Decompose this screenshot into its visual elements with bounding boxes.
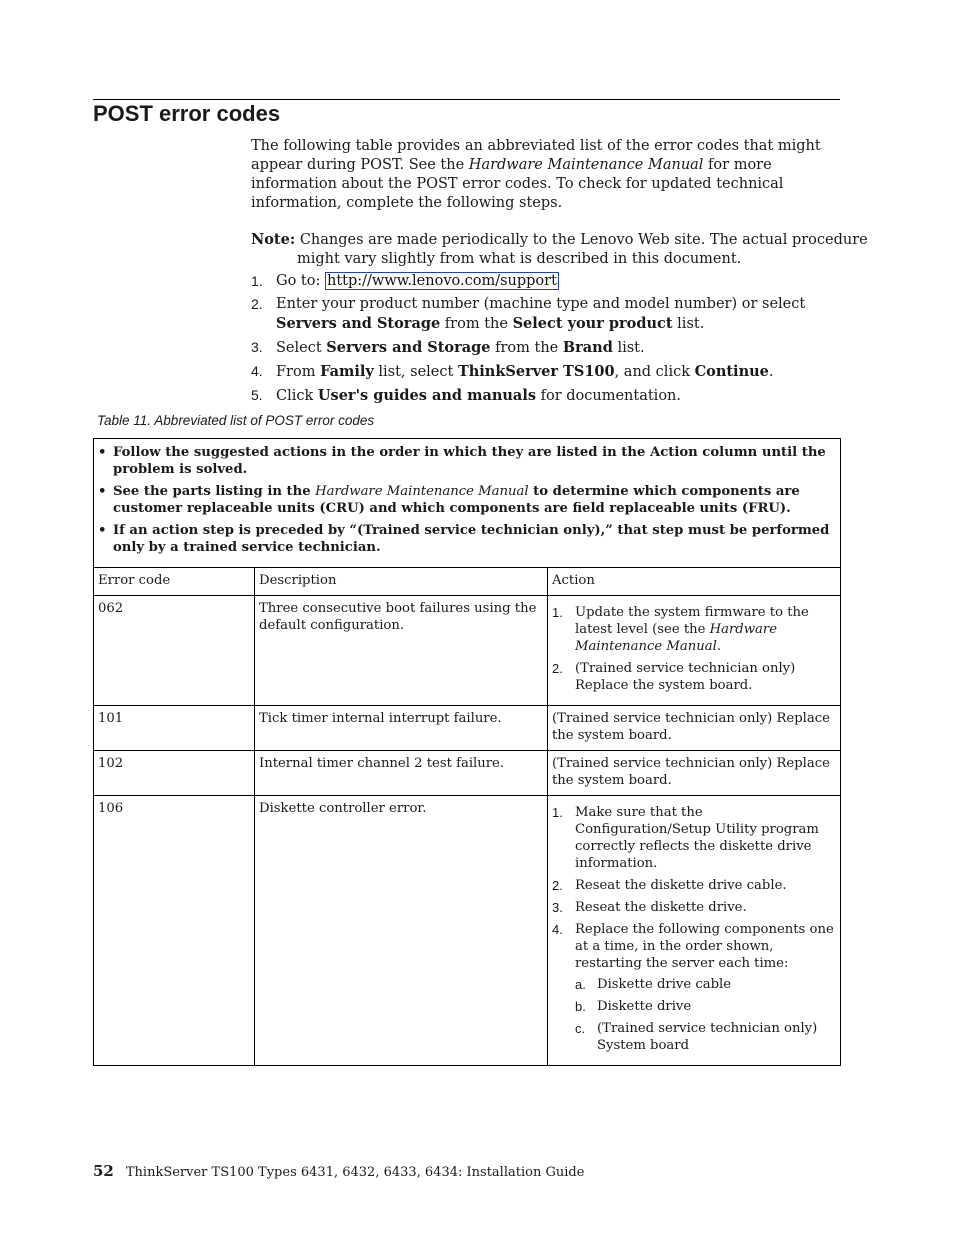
step-text: from the (440, 316, 513, 332)
action-sublist (575, 976, 836, 1054)
step-bold: Brand (562, 339, 613, 356)
post-error-table (93, 438, 841, 1066)
step-number: 5. (251, 387, 263, 403)
section-title: POST error codes (93, 101, 281, 126)
substep-text: Diskette drive cable (597, 977, 732, 992)
intro-paragraph (251, 137, 841, 213)
step-bold: Servers and Storage (326, 339, 491, 356)
substep-letter: a. (575, 977, 586, 992)
step-number: 2. (251, 296, 263, 312)
action-number: 1. (552, 605, 563, 620)
manual-reference: Hardware Maintenance Manual (575, 622, 778, 654)
action-number: 4. (552, 922, 563, 937)
table-row (94, 706, 841, 751)
column-header-action: Action (548, 568, 841, 596)
footer-title: ThinkServer TS100 Types 6431, 6432, 6433, 6434: Installation Guide (125, 1165, 585, 1180)
step-number: 3. (251, 339, 263, 355)
step-text: list, select (373, 364, 458, 380)
support-link[interactable]: http://www.lenovo.com/support (326, 273, 557, 289)
note (251, 230, 887, 269)
table-notes-row (94, 439, 841, 568)
error-code-cell: 106 (94, 796, 255, 1066)
table-caption: Table 11. Abbreviated list of POST error codes (97, 413, 375, 428)
action-step (552, 877, 836, 894)
step-number: 4. (251, 363, 263, 379)
step-2 (251, 295, 841, 334)
action-number: 1. (552, 805, 563, 820)
action-list (552, 604, 836, 694)
step-text: list. (612, 340, 645, 356)
table-row (94, 751, 841, 796)
step-bold: User's guides and manuals (317, 387, 536, 404)
bullet-icon: • (98, 445, 107, 460)
note-text: If an action step is preceded by “(Trained service technician only),” that step must be performed only by a trained service technician. (113, 523, 830, 555)
step-bold: ThinkServer TS100 (457, 363, 615, 380)
action-step (552, 921, 836, 1054)
table-row (94, 596, 841, 706)
note-text: See the parts listing in the (113, 484, 316, 499)
step-text: for documentation. (536, 388, 681, 404)
action-text: Reseat the diskette drive. (575, 900, 747, 915)
step-4 (251, 362, 841, 382)
action-number: 2. (552, 878, 563, 893)
section-rule (93, 99, 840, 100)
step-text: Click (276, 388, 318, 404)
step-text: . (768, 364, 774, 380)
page-number: 52 (93, 1162, 114, 1180)
column-header-code: Error code (94, 568, 255, 596)
action-cell (548, 796, 841, 1066)
column-header-description: Description (255, 568, 548, 596)
step-bold: Servers and Storage (276, 315, 441, 332)
table-note (98, 444, 836, 478)
description-cell: Internal timer channel 2 test failure. (255, 751, 548, 796)
action-text: Replace the following components one at a time, in the order shown, restarting the server each time: (575, 922, 834, 971)
action-step (552, 804, 836, 872)
error-code-cell: 102 (94, 751, 255, 796)
table-header-row (94, 568, 841, 596)
table-row (94, 796, 841, 1066)
action-cell: (Trained service technician only) Replace the system board. (548, 706, 841, 751)
page-footer (93, 1162, 584, 1180)
action-substep (575, 998, 836, 1015)
action-number: 2. (552, 661, 563, 676)
table-note (98, 483, 836, 517)
substep-letter: c. (575, 1021, 586, 1036)
bullet-icon: • (98, 523, 107, 538)
step-text: Select (276, 340, 327, 356)
step-number: 1. (251, 273, 263, 289)
intro-text-part1: The following table provides an abbreviated list of the error codes that might appear during POST. See the (251, 138, 821, 173)
note-text: to determine which components are customer replaceable units (CRU) and which components are field replaceable units (FRU). (113, 484, 800, 516)
action-step (552, 604, 836, 655)
substep-text: (Trained service technician only) System board (597, 1021, 818, 1053)
bullet-icon: • (98, 484, 107, 499)
step-text: Enter your product number (machine type and model number) or select (276, 296, 806, 312)
step-bold: Continue (694, 363, 769, 380)
step-bold: Family (320, 363, 374, 380)
action-text: . (716, 639, 722, 654)
intro-text-part2: for more information about the POST error codes. To check for updated technical information, complete the following steps. (251, 157, 784, 211)
description-cell: Tick timer internal interrupt failure. (255, 706, 548, 751)
note-text: Changes are made periodically to the Lenovo Web site. The actual procedure might vary slightly from what is described in this document. (297, 232, 868, 267)
action-text: Update the system firmware to the latest level (see the (575, 605, 809, 637)
note-label: Note: (251, 231, 296, 248)
step-text: Go to: (276, 273, 325, 289)
action-text: (Trained service technician only) Replace the system board. (575, 661, 796, 693)
action-step (552, 660, 836, 694)
note-text: Follow the suggested actions in the order in which they are listed in the Action column until the problem is solved. (113, 445, 826, 477)
step-text: list. (672, 316, 705, 332)
step-3 (251, 338, 841, 358)
action-text: Make sure that the Configuration/Setup Utility program correctly reflects the diskette drive information. (575, 805, 819, 871)
step-text: from the (490, 340, 563, 356)
action-substep (575, 976, 836, 993)
action-list (552, 804, 836, 1054)
description-cell: Three consecutive boot failures using the default configuration. (255, 596, 548, 706)
substep-text: Diskette drive (597, 999, 692, 1014)
steps-list (251, 272, 841, 410)
step-text: , and click (614, 364, 695, 380)
step-1 (251, 272, 841, 291)
error-code-cell: 062 (94, 596, 255, 706)
action-cell (548, 596, 841, 706)
action-substep (575, 1020, 836, 1054)
step-bold: Select your product (512, 315, 673, 332)
substep-letter: b. (575, 999, 586, 1014)
table-note (98, 522, 836, 556)
table-notes-cell (94, 439, 841, 568)
description-cell: Diskette controller error. (255, 796, 548, 1066)
step-text: From (276, 364, 321, 380)
action-step (552, 899, 836, 916)
table-notes-list (98, 444, 836, 556)
error-code-cell: 101 (94, 706, 255, 751)
action-number: 3. (552, 900, 563, 915)
step-5 (251, 386, 841, 406)
manual-reference: Hardware Maintenance Manual (315, 484, 529, 499)
action-text: Reseat the diskette drive cable. (575, 878, 787, 893)
manual-reference: Hardware Maintenance Manual (468, 157, 704, 173)
action-cell: (Trained service technician only) Replace the system board. (548, 751, 841, 796)
